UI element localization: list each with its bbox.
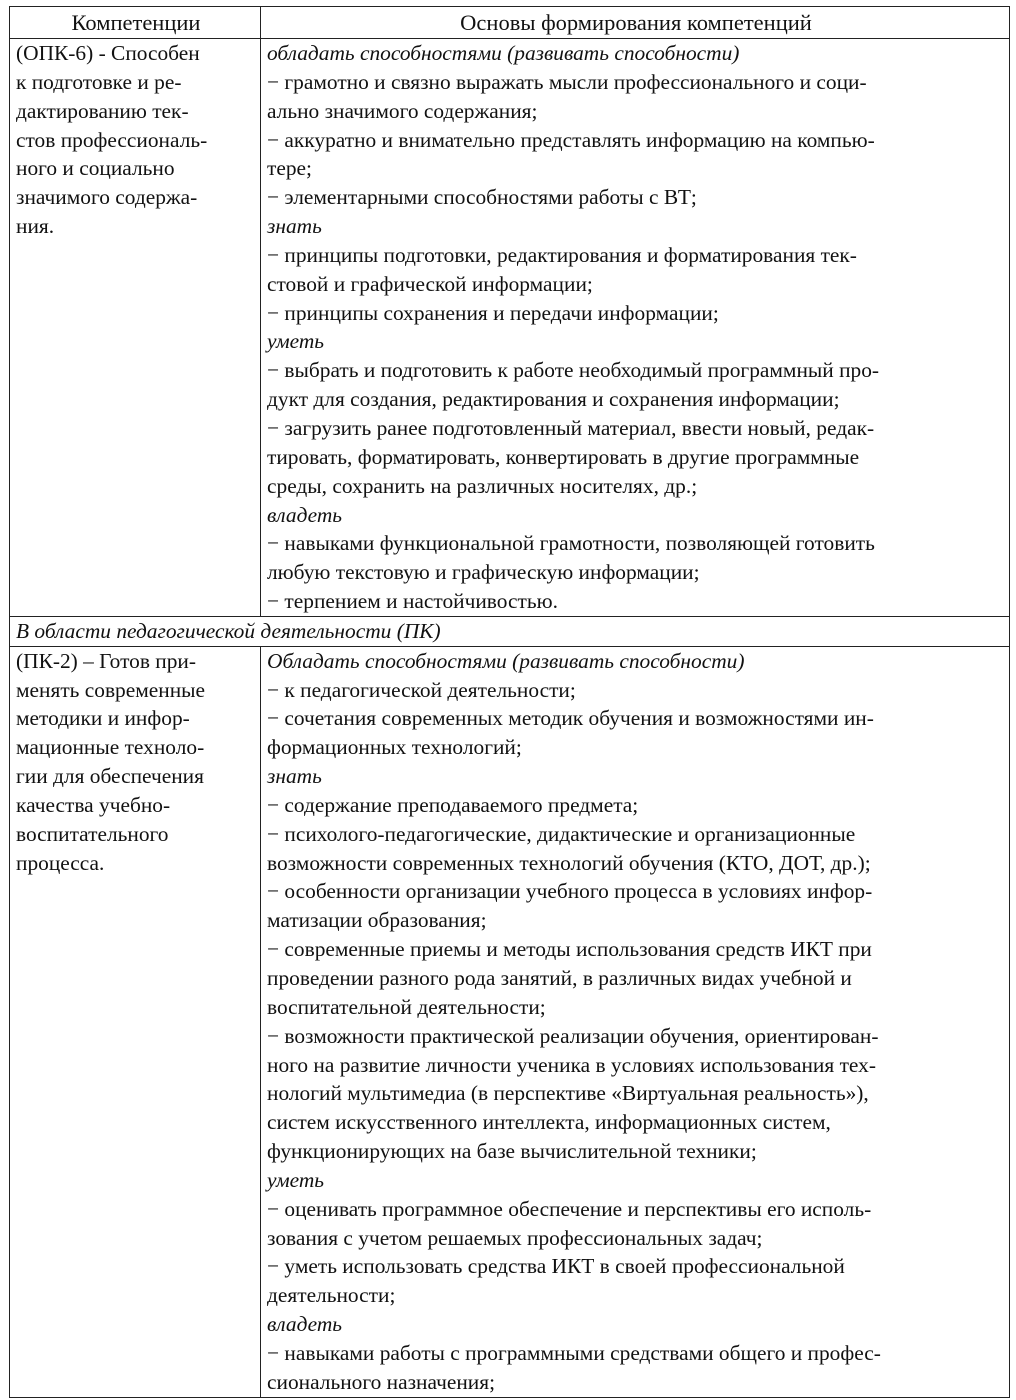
text-line: − выбрать и подготовить к работе необходимый программный про- [267,358,880,383]
text-line: матизации образования; [267,908,487,933]
table-row-pk2 [10,646,1010,1397]
text-line: − терпением и настойчивостью. [267,589,558,614]
subheading-line: владеть [267,1312,343,1337]
text-line: стов профессиональ- [16,127,208,152]
basis-text-opk6 [267,39,1005,616]
text-line: − возможности практической реализации обучения, ориентирован- [267,1023,879,1048]
competency-text-opk6 [16,39,256,241]
text-line: − элементарными способностями работы с ВТ; [267,185,697,210]
text-line: качества учебно- [16,792,171,817]
text-line: функционирующих на базе вычислительной техники; [267,1139,757,1164]
text-line: сионального назначения; [267,1369,496,1394]
text-line: зования с учетом решаемых профессиональных задач; [267,1225,763,1250]
text-line: значимого содержа- [16,185,198,210]
text-line: − оценивать программное обеспечение и перспективы его исполь- [267,1196,872,1221]
competency-cell-opk6 [10,39,261,617]
text-line: дукт для создания, редактирования и сохранения информации; [267,387,840,412]
subheading-line: уметь [267,1167,325,1192]
text-line: − особенности организации учебного процесса в условиях инфор- [267,879,873,904]
text-line: (ПК-2) – Готов при- [16,648,196,673]
text-line: ного на развитие личности ученика в условиях использования тех- [267,1052,876,1077]
basis-cell-opk6 [261,39,1010,617]
section-row [10,616,1010,646]
text-line: методики и инфор- [16,706,190,731]
text-line: любую текстовую и графическую информации; [267,560,700,585]
subheading-line: уметь [267,329,325,354]
text-line: − к педагогической деятельности; [267,677,576,702]
text-line: − принципы подготовки, редактирования и форматирования тек- [267,242,857,267]
text-line: нологий мультимедиа (в перспективе «Виртуальная реальность»), [267,1081,869,1106]
basis-cell-pk2 [261,646,1010,1397]
text-line: процесса. [16,850,105,875]
text-line: − навыками работы с программными средствами общего и профес- [267,1340,881,1365]
basis-text-pk2 [267,647,1005,1397]
subheading-line: знать [267,764,322,789]
section-title: В области педагогической деятельности (ПК) [10,616,1010,646]
subheading-line: обладать способностями (развивать способности) [267,41,740,65]
text-line: воспитательной деятельности; [267,994,546,1019]
text-line: − загрузить ранее подготовленный материал, ввести новый, редак- [267,415,875,440]
text-line: ния. [16,214,55,239]
text-line: − содержание преподаваемого предмета; [267,792,639,817]
text-line: тере; [267,156,312,181]
text-line: − навыками функциональной грамотности, позволяющей готовить [267,531,875,556]
competency-cell-pk2 [10,646,261,1397]
text-line: ного и социально [16,156,175,181]
text-line: − уметь использовать средства ИКТ в своей профессиональной [267,1254,845,1279]
text-line: ально значимого содержания; [267,98,538,123]
text-line: − современные приемы и методы использования средств ИКТ при [267,937,872,962]
text-line: − психолого-педагогические, дидактические и организационные [267,821,856,846]
text-line: гии для обеспечения [16,764,204,789]
subheading-line: владеть [267,502,343,527]
text-line: деятельности; [267,1283,396,1308]
text-line: среды, сохранить на различных носителях, др.; [267,473,698,498]
text-line: стовой и графической информации; [267,271,593,296]
text-line: мационные техноло- [16,735,205,760]
text-line: − грамотно и связно выражать мысли профессионального и соци- [267,69,867,94]
text-line: − принципы сохранения и передачи информации; [267,300,719,325]
text-line: возможности современных технологий обучения (КТО, ДОТ, др.); [267,850,871,875]
text-line: дактированию тек- [16,98,189,123]
table-header-row [10,7,1010,39]
text-line: воспитательного [16,821,169,846]
text-line: систем искусственного интеллекта, информационных систем, [267,1110,831,1135]
text-line: − сочетания современных методик обучения и возможностями ин- [267,706,874,731]
text-line: (ОПК-6) - Способен [16,41,200,65]
text-line: к подготовке и ре- [16,69,182,94]
text-line: менять современные [16,677,206,702]
header-basis: Основы формирования компетенций [261,7,1010,39]
competency-text-pk2 [16,647,256,878]
text-line: тировать, форматировать, конвертировать в другие программные [267,444,860,469]
competencies-table [9,6,1010,1398]
header-competencies: Компетенции [10,7,261,39]
text-line: − аккуратно и внимательно представлять информацию на компью- [267,127,875,152]
subheading-line: Обладать способностями (развивать способности) [267,648,745,673]
text-line: проведении разного рода занятий, в различных видах учебной и [267,966,852,990]
table-row-opk6 [10,39,1010,617]
subheading-line: знать [267,214,322,239]
text-line: формационных технологий; [267,735,522,760]
